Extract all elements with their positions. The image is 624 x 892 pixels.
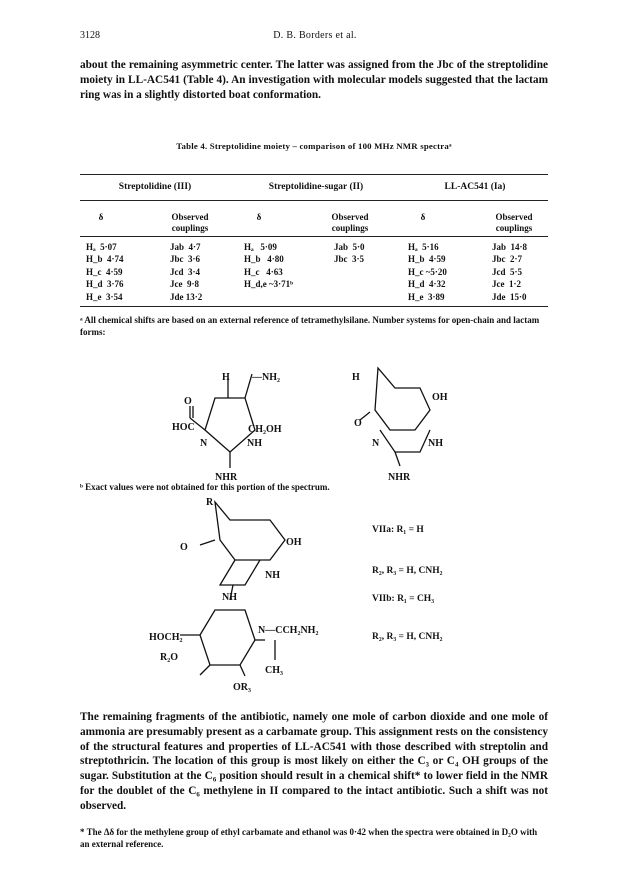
hoch2-label: HOCH₂	[149, 632, 183, 643]
footnote-star: * The Δδ for the methylene group of ethyl carbamate and ethanol was 0·42 when the spectra were obtained in D₂O with an external reference.	[80, 827, 538, 849]
observed-label: Observed	[171, 212, 209, 222]
col1-couplings: Jab 4·7 Jbc 3·6 Jcd 3·4 Jce 9·8 Jde 13·2	[170, 242, 203, 302]
observed-label: Observed	[495, 212, 533, 222]
nh-label: NH	[428, 438, 443, 449]
hoc-label: HOC	[172, 422, 195, 433]
n-label: N	[200, 438, 208, 449]
nh2-label: —NH₂	[252, 372, 280, 383]
table-caption: Table 4. Streptolidine moiety – comparison of 100 MHz NMR spectraᵃ	[176, 141, 452, 151]
or3-label: OR₃	[233, 682, 251, 693]
page-number: 3128	[80, 30, 100, 41]
couplings-label: couplings	[495, 223, 533, 233]
oh-label: OH	[286, 537, 302, 548]
col3-couplings: Jab 14·8 Jbc 2·7 Jcd 5·5 Jce 1·2 Jde 15·0	[492, 242, 528, 302]
intro-paragraph: about the remaining asymmetric center. The latter was assigned from the Jbc of the streptolidine moiety in LL-AC541 (Table 4). An investigation with molecular models suggested that the lactam ring was in a slightly distorted boat conformation.	[80, 59, 548, 101]
col2-shifts: Hₐ 5·09 H_b 4·80 H_c 4·63 H_d,e ~3·71ᵇ	[244, 242, 294, 290]
col2-couplings: Jab 5·0 Jbc 3·5	[334, 242, 365, 265]
nh-label: NH	[247, 438, 262, 449]
viia-r1: VIIa: R₁ = H	[372, 525, 424, 535]
o-label: O	[180, 542, 188, 553]
table-group-2: Streptolidine-sugar (II)	[268, 182, 364, 192]
r2o-label: R₂O	[160, 652, 178, 663]
nh-label: NH	[265, 570, 280, 581]
ch2oh-label: CH₂OH	[248, 424, 282, 435]
h-label: H	[352, 372, 360, 383]
oh-label: OH	[432, 392, 448, 403]
footnote-a: ᵃ All chemical shifts are based on an external reference of tetramethylsilane. Number systems for open-chain and lactam forms:	[80, 315, 540, 337]
viib-r23: R₂, R₃ = H, CNH₂	[372, 632, 443, 642]
delta-header-2: δ	[256, 212, 262, 222]
nhr-label-2: NHR	[388, 472, 411, 483]
col1-shifts: Hₐ 5·07 H_b 4·74 H_c 4·59 H_d 3·76 H_e 3·54	[86, 242, 124, 302]
n-label: N	[372, 438, 380, 449]
table-group-1: Streptolidine (III)	[118, 182, 192, 192]
carbamoyl-label: N—CCH₂NH₂	[258, 625, 319, 636]
delta-header-1: δ	[98, 212, 104, 222]
viib-r1: VIIb: R₁ = CH₃	[372, 594, 435, 604]
ch3-label: CH₃	[265, 665, 283, 676]
observed-label: Observed	[331, 212, 369, 222]
footnote-b: ᵇ Exact values were not obtained for this portion of the spectrum.	[80, 482, 330, 492]
running-title: D. B. Borders et al.	[273, 30, 357, 41]
o-label: O	[184, 396, 192, 407]
nhr-label-1: NHR	[215, 472, 238, 483]
col3-shifts: Hₐ 5·16 H_b 4·59 H_c ~5·20 H_d 4·32 H_e 3·89	[408, 242, 447, 302]
couplings-label: couplings	[171, 223, 209, 233]
viia-r23: R₂, R₃ = H, CNH₂	[372, 566, 443, 576]
h-label: H	[222, 372, 230, 383]
nh-label-2: NH	[222, 592, 237, 603]
table-group-3: LL-AC541 (Ia)	[444, 182, 506, 192]
main-paragraph: The remaining fragments of the antibiotic, namely one mole of carbon dioxide and one mole of ammonia are presumably present as a carbamate group. This assignment rests on the consistency of the structural features and properties of LL-AC541 with those described with streptolin and streptothricin. The location of this group is most likely on either the C₃ or C₄ OH groups of the sugar. Substitution at the C₆ position should result in a chemical shift* to lower field in the NMR for the doublet of the C₆ methylene in II compared to the intact antibiotic. Such a shift was not observed.	[80, 711, 548, 812]
r-label: R	[206, 497, 214, 508]
delta-header-3: δ	[420, 212, 426, 222]
couplings-label: couplings	[331, 223, 369, 233]
o-label: O	[354, 418, 362, 429]
